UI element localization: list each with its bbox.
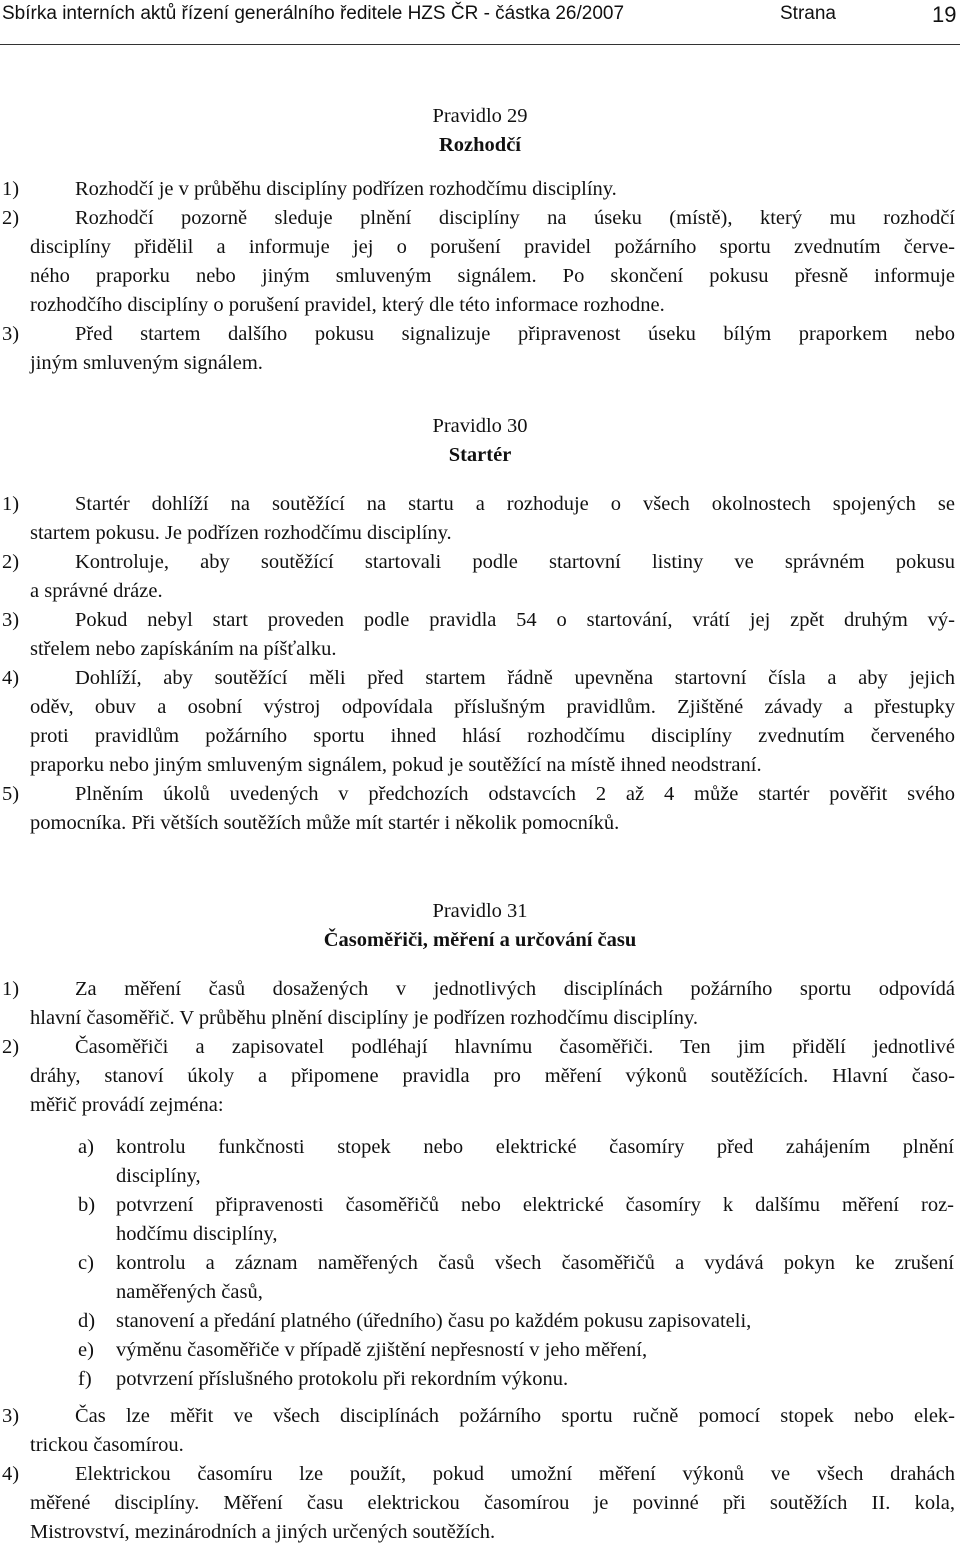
item-number: 1) [2, 493, 20, 515]
item-number: 5) [2, 783, 20, 805]
paragraph-line: střelem nebo zapískáním na píšťalku. [30, 638, 337, 660]
paragraph-line: trickou časomírou. [30, 1434, 184, 1456]
paragraph-line: Kontroluje, aby soutěžící startovali podle startovní listiny ve správném pokusu [75, 551, 955, 573]
paragraph-line: stanovení a předání platného (úředního) času po každém pokusu zapisovateli, [116, 1310, 752, 1332]
paragraph-line: měřené disciplíny. Měření času elektrickou časomírou je povinné při soutěžích II. kola, [30, 1492, 955, 1514]
paragraph-line: Čas lze měřit ve všech disciplínách požárního sportu ručně pomocí stopek nebo elek- [75, 1405, 955, 1427]
paragraph-line: Za měření časů dosažených v jednotlivých disciplínách požárního sportu odpovídá [75, 978, 955, 1000]
paragraph-line: Pokud nebyl start proveden podle pravidla 54 o startování, vrátí jej zpět druhým vý- [75, 609, 955, 631]
paragraph-line: Dohlíží, aby soutěžící měli před startem řádně upevněna startovní čísla a aby jejich [75, 667, 955, 689]
paragraph-line: oděv, obuv a osobní výstroj odpovídala příslušným pravidlům. Zjištěné závady a přestupky [30, 696, 955, 718]
subitem-letter: d) [78, 1310, 96, 1332]
paragraph-line: naměřených časů, [116, 1281, 263, 1303]
subitem-letter: f) [78, 1368, 92, 1390]
item-number: 4) [2, 1463, 20, 1485]
paragraph-line: potvrzení připravenosti časoměřičů nebo elektrické časomíry k dalšímu měření roz- [116, 1194, 954, 1216]
paragraph-line: jiným smluveným signálem. [30, 352, 263, 374]
paragraph-line: kontrolu a záznam naměřených časů všech časoměřičů a vydává pokyn ke zrušení [116, 1252, 954, 1274]
rule-31-heading: Pravidlo 31 [432, 900, 528, 922]
rule-29-title: Rozhodčí [439, 134, 521, 156]
item-number: 1) [2, 978, 20, 1000]
paragraph-line: rozhodčího disciplíny o porušení pravidel, který dle této informace rozhodne. [30, 294, 665, 316]
paragraph-line: praporku nebo jiným smluveným signálem, pokud je soutěžící na místě ihned neodstraní. [30, 754, 762, 776]
item-number: 1) [2, 178, 20, 200]
paragraph-line: Rozhodčí je v průběhu disciplíny podřízen rozhodčímu disciplíny. [75, 178, 617, 200]
paragraph-line: Časoměřiči a zapisovatel podléhají hlavnímu časoměřiči. Ten jim přidělí jednotlivé [75, 1036, 955, 1058]
rule-30-heading: Pravidlo 30 [432, 415, 528, 437]
subitem-letter: a) [78, 1136, 94, 1158]
paragraph-line: disciplíny přidělil a informuje jej o porušení pravidel požárního sportu zvednutím červe- [30, 236, 955, 258]
page-header [0, 0, 960, 34]
paragraph-line: Startér dohlíží na soutěžící na startu a rozhoduje o všech okolnostech spojených se [75, 493, 955, 515]
rule-29-heading: Pravidlo 29 [432, 105, 528, 127]
page-label: Strana [780, 3, 836, 24]
item-number: 4) [2, 667, 20, 689]
paragraph-line: hodčímu disciplíny, [116, 1223, 278, 1245]
paragraph-line: kontrolu funkčnosti stopek nebo elektrické časomíry před zahájením plnění [116, 1136, 954, 1158]
page-number: 19 [932, 2, 957, 27]
item-number: 2) [2, 551, 20, 573]
paragraph-line: Rozhodčí pozorně sleduje plnění disciplíny na úseku (místě), který mu rozhodčí [75, 207, 955, 229]
item-number: 2) [2, 1036, 20, 1058]
paragraph-line: Před startem dalšího pokusu signalizuje připravenost úseku bílým praporkem nebo [75, 323, 955, 345]
subitem-letter: c) [78, 1252, 94, 1274]
subitem-letter: b) [78, 1194, 96, 1216]
paragraph-line: Elektrickou časomíru lze použít, pokud umožní měření výkonů ve všech drahách [75, 1463, 955, 1485]
item-number: 3) [2, 609, 20, 631]
paragraph-line: výměnu časoměřiče v případě zjištění nepřesností v jeho měření, [116, 1339, 648, 1361]
paragraph-line: Mistrovství, mezinárodních a jiných určených soutěžích. [30, 1521, 496, 1543]
paragraph-line: měřič provádí zejména: [30, 1094, 224, 1116]
paragraph-line: hlavní časoměřič. V průběhu plnění disciplíny je podřízen rozhodčímu disciplíny. [30, 1007, 699, 1029]
paragraph-line: disciplíny, [116, 1165, 201, 1187]
item-number: 3) [2, 1405, 20, 1427]
paragraph-line: dráhy, stanoví úkoly a připomene pravidla pro měření výkonů soutěžících. Hlavní časo- [30, 1065, 955, 1087]
paragraph-line: proti pravidlům požárního sportu ihned hlásí rozhodčímu disciplíny zvednutím červeného [30, 725, 955, 747]
rule-30-title: Startér [448, 444, 512, 466]
paragraph-line: Plněním úkolů uvedených v předchozích odstavcích 2 až 4 může startér pověřit svého [75, 783, 955, 805]
header-rule [0, 44, 960, 45]
collection-title: Sbírka interních aktů řízení generálního ředitele HZS ČR - částka 26/2007 [2, 3, 625, 24]
paragraph-line: pomocníka. Při větších soutěžích může mít startér i několik pomocníků. [30, 812, 620, 834]
paragraph-line: startem pokusu. Je podřízen rozhodčímu disciplíny. [30, 522, 452, 544]
item-number: 3) [2, 323, 20, 345]
subitem-letter: e) [78, 1339, 94, 1361]
paragraph-line: ného praporku nebo jiným smluveným signálem. Po skončení pokusu přesně informuje [30, 265, 955, 287]
paragraph-line: a správné dráze. [30, 580, 163, 602]
item-number: 2) [2, 207, 20, 229]
paragraph-line: potvrzení příslušného protokolu při rekordním výkonu. [116, 1368, 569, 1390]
rule-31-title: Časoměřiči, měření a určování času [323, 929, 637, 951]
